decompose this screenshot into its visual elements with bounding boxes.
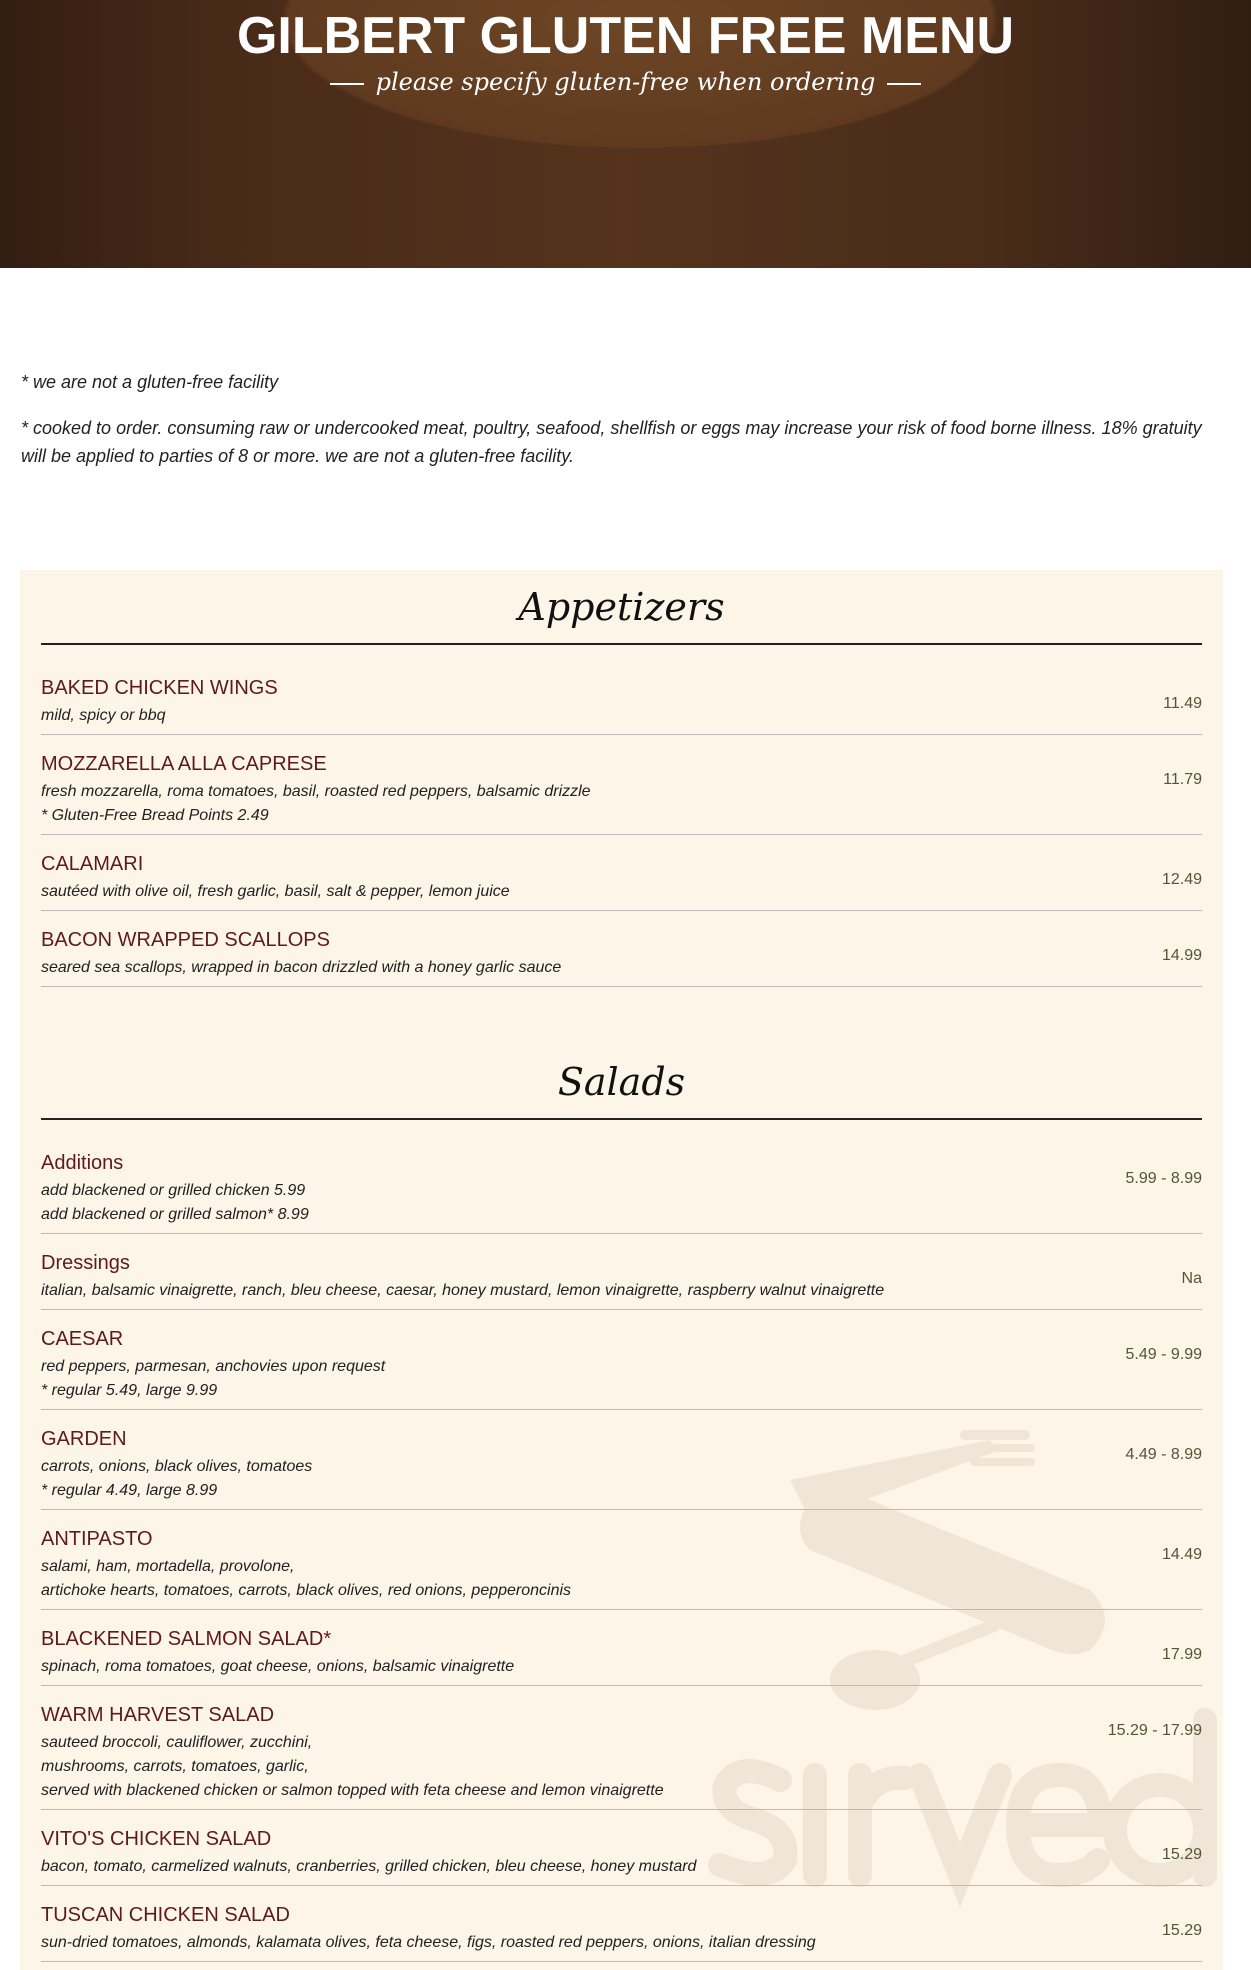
item-name: MOZZARELLA ALLA CAPRESE: [41, 753, 327, 775]
item-description: add blackened or grilled chicken 5.99: [41, 1182, 306, 1199]
item-name: TUSCAN CHICKEN SALAD: [41, 1904, 290, 1926]
item-description: italian, balsamic vinaigrette, ranch, bleu cheese, caesar, honey mustard, lemon vinaigrette, raspberry walnut vinaigrette: [41, 1282, 885, 1299]
item-name: CAESAR: [41, 1328, 124, 1350]
item-price: 11.79: [1163, 771, 1202, 788]
item-price: Na: [1181, 1270, 1202, 1287]
item-description: red peppers, parmesan, anchovies upon request: [41, 1358, 386, 1375]
divider: [330, 83, 364, 85]
menu-item: [41, 1134, 1202, 1234]
menu-panel: [20, 570, 1223, 1970]
item-description: add blackened or grilled salmon* 8.99: [41, 1206, 309, 1223]
menu-item: [41, 1234, 1202, 1310]
section-title: Salads: [41, 1045, 1202, 1120]
item-price: 5.99 - 8.99: [1125, 1170, 1202, 1187]
item-description: * regular 5.49, large 9.99: [41, 1382, 218, 1399]
menu-item: [41, 1686, 1202, 1810]
menu-item: [41, 1610, 1202, 1686]
item-description: served with blackened chicken or salmon topped with feta cheese and lemon vinaigrette: [41, 1782, 664, 1799]
item-description: salami, ham, mortadella, provolone,: [41, 1558, 295, 1575]
item-name: GARDEN: [41, 1428, 127, 1450]
item-description: sun-dried tomatoes, almonds, kalamata olives, feta cheese, figs, roasted red peppers, onions, italian dressing: [41, 1934, 816, 1951]
item-description: mild, spicy or bbq: [41, 707, 166, 724]
menu-item: [41, 835, 1202, 911]
item-price: 4.49 - 8.99: [1125, 1446, 1202, 1463]
item-description: artichoke hearts, tomatoes, carrots, black olives, red onions, pepperoncinis: [41, 1582, 572, 1599]
item-price: 15.29 - 17.99: [1107, 1722, 1202, 1739]
menu-item: [41, 1310, 1202, 1410]
subtitle-text: please specify gluten-free when ordering: [375, 68, 876, 96]
item-description: bacon, tomato, carmelized walnuts, cranberries, grilled chicken, bleu cheese, honey mustard: [41, 1858, 697, 1875]
page-title: GILBERT GLUTEN FREE MENU: [236, 7, 1015, 65]
item-name: VITO'S CHICKEN SALAD: [41, 1828, 272, 1850]
item-description: * Gluten-Free Bread Points 2.49: [41, 807, 269, 824]
item-description: seared sea scallops, wrapped in bacon drizzled with a honey garlic sauce: [41, 959, 562, 976]
item-description: carrots, onions, black olives, tomatoes: [41, 1458, 313, 1475]
hero-banner: [0, 0, 1251, 268]
item-name: BACON WRAPPED SCALLOPS: [41, 929, 330, 951]
item-price: 11.49: [1163, 695, 1202, 712]
menu-items: [41, 1134, 1202, 1962]
item-description: spinach, roma tomatoes, goat cheese, onions, balsamic vinaigrette: [41, 1658, 515, 1675]
item-price: 14.49: [1161, 1546, 1202, 1563]
item-name: ANTIPASTO: [41, 1528, 153, 1550]
item-name: CALAMARI: [41, 853, 144, 875]
menu-items: [41, 659, 1202, 987]
menu-item: [41, 1510, 1202, 1610]
section-title: Appetizers: [41, 570, 1202, 645]
item-description: sautéed with olive oil, fresh garlic, basil, salt & pepper, lemon juice: [41, 883, 510, 900]
item-name: BLACKENED SALMON SALAD*: [41, 1628, 332, 1650]
item-description: sauteed broccoli, cauliflower, zucchini,: [41, 1734, 313, 1751]
item-description: mushrooms, carrots, tomatoes, garlic,: [41, 1758, 309, 1775]
item-name: Dressings: [41, 1252, 130, 1274]
item-name: WARM HARVEST SALAD: [41, 1704, 275, 1726]
menu-item: [41, 735, 1202, 835]
item-description: * regular 4.49, large 8.99: [41, 1482, 218, 1499]
menu-item: [41, 659, 1202, 735]
menu-item: [41, 911, 1202, 987]
menu-item: [41, 1810, 1202, 1886]
menu-item: [41, 1886, 1202, 1962]
item-description: fresh mozzarella, roma tomatoes, basil, roasted red peppers, balsamic drizzle: [41, 783, 591, 800]
item-price: 15.29: [1161, 1846, 1202, 1863]
item-name: BAKED CHICKEN WINGS: [41, 677, 278, 699]
item-price: 14.99: [1161, 947, 1202, 964]
menu-notes: [21, 368, 1221, 488]
divider: [887, 83, 921, 85]
page-subtitle: [0, 68, 1251, 96]
item-price: 17.99: [1161, 1646, 1202, 1663]
item-name: Additions: [41, 1152, 124, 1174]
note: * cooked to order. consuming raw or undercooked meat, poultry, seafood, shellfish or eggs may increase your risk of food borne illness. 18% gratuity will be applied to parties of 8 or more. we are not a gluten-free facility.: [21, 418, 1202, 466]
item-price: 15.29: [1161, 1922, 1202, 1939]
menu-item: [41, 1410, 1202, 1510]
item-price: 12.49: [1161, 871, 1202, 888]
item-price: 5.49 - 9.99: [1125, 1346, 1202, 1363]
note: * we are not a gluten-free facility: [21, 372, 279, 392]
